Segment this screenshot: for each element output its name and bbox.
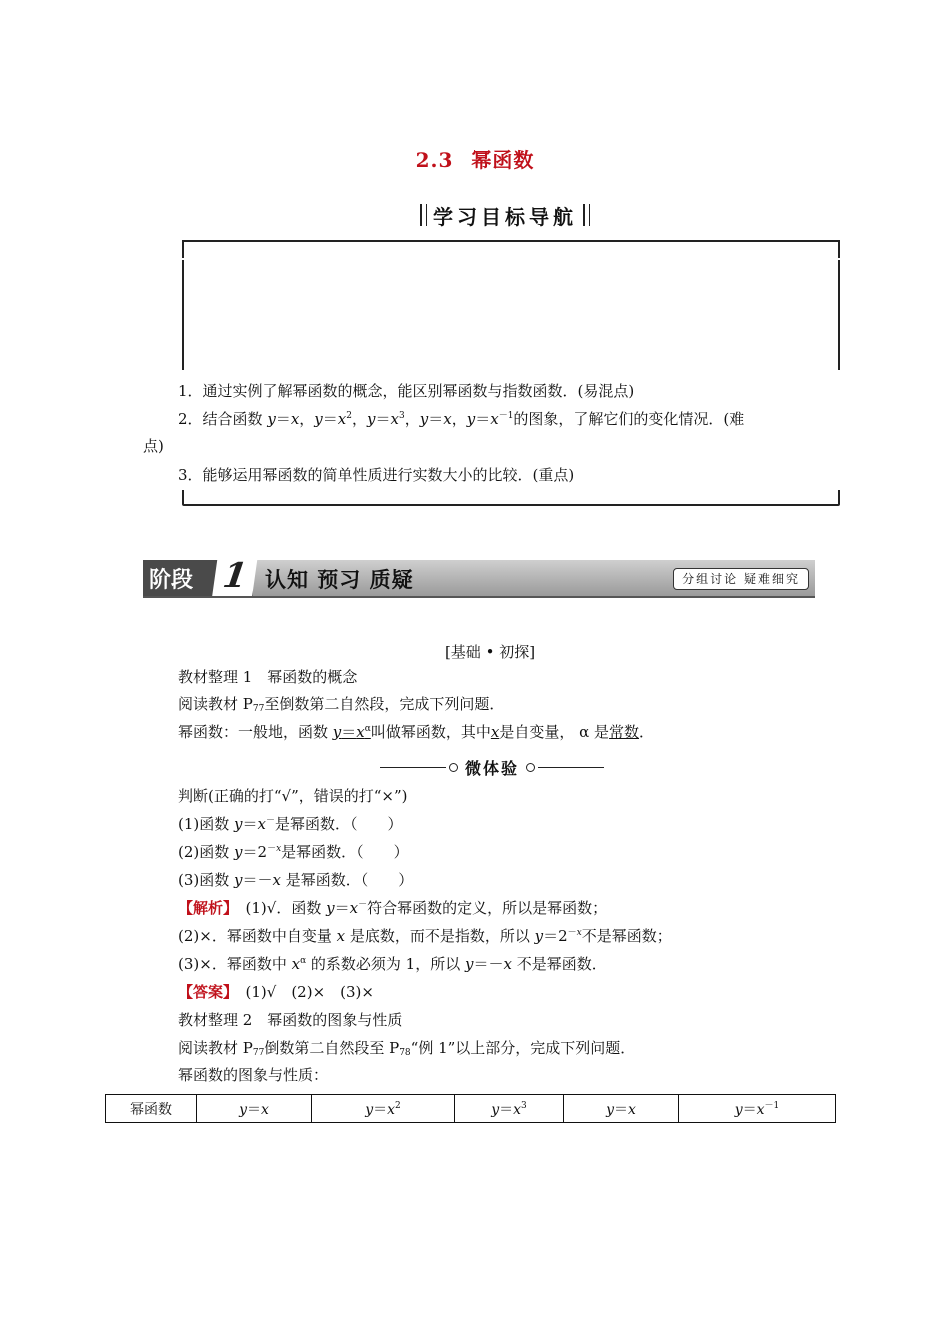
table-cell: $y=x^{-1}$	[679, 1095, 836, 1123]
stage-number: 1	[212, 556, 258, 596]
page-title	[0, 144, 950, 173]
quiz-q2: (2)函数 $y=2^{-x}$是幂函数．（ ）	[178, 843, 409, 861]
answer: 【答案】 (1)√ (2)× (3)×	[178, 983, 374, 1001]
table-row	[106, 1095, 836, 1123]
goal-3: 3．能够运用幂函数的简单性质进行实数大小的比较．(重点)	[178, 466, 575, 484]
material-1-title: 教材整理 1 幂函数的概念	[178, 668, 358, 686]
stage-title: 认知 预习 质疑	[265, 568, 414, 592]
material-2-lead: 幂函数的图象与性质：	[178, 1066, 329, 1084]
goals-frame	[182, 216, 840, 506]
table-cell: $y=x^2$	[312, 1095, 455, 1123]
stage-tag: 阶段	[143, 560, 253, 596]
table-header-cell: 幂函数	[106, 1095, 197, 1123]
micro-divider	[380, 756, 604, 778]
power-function-definition: 幂函数：一般地，函数 $y=x^\alpha$叫做幂函数，其中x是自变量， α 是常数．	[178, 723, 655, 741]
goal-2-cont: 点)	[143, 437, 164, 455]
goal-1: 1．通过实例了解幂函数的概念，能区别幂函数与指数函数．(易混点)	[178, 382, 635, 400]
goal-2: 2．结合函数 y＝x，$y=x^2$，$y=x^3$，y＝x，$y=x^{-1}$的图象，了解它们的变化情况．(难	[178, 410, 745, 428]
material-2-read: 阅读教材 $P_{77}$倒数第二自然段至 $P_{78}“$例 1”以上部分，完成下列问题．	[178, 1039, 636, 1058]
micro-title: 微体验	[465, 758, 520, 778]
section-number: 2.3	[415, 148, 454, 172]
section-label: [基础 • 初探]	[444, 643, 536, 661]
material-2-title: 教材整理 2 幂函数的图象与性质	[178, 1011, 403, 1029]
stage-banner	[143, 556, 815, 598]
power-function-table	[105, 1094, 836, 1123]
table-cell: $y=x^3$	[455, 1095, 564, 1123]
quiz-q1: (1)函数 y＝x－是幂函数．（ ）	[178, 815, 403, 833]
analysis-2: (2)×．幂函数中自变量 x 是底数，而不是指数，所以 $y=2^{-x}$不是幂函数；	[178, 927, 672, 945]
table-cell: y＝x	[564, 1095, 679, 1123]
goals-heading: 学习目标导航	[412, 200, 598, 230]
quiz-q3: (3)函数 y＝－x 是幂函数．（ ）	[178, 871, 414, 889]
analysis-1: 【解析】 (1)√．函数 y＝x－符合幂函数的定义，所以是幂函数；	[178, 899, 608, 917]
stage-badge: 分组讨论 疑难细究	[673, 568, 809, 590]
material-1-read: 阅读教材 $P_{77}$至倒数第二自然段，完成下列问题．	[178, 695, 505, 714]
analysis-3: (3)×．幂函数中 $x^\alpha$ 的系数必须为 1，所以 y＝－x 不是幂函数．	[178, 955, 607, 973]
table-cell: y＝x	[197, 1095, 312, 1123]
quiz-prompt: 判断(正确的打“√”，错误的打“×”)	[178, 787, 408, 805]
section-title: 幂函数	[471, 148, 535, 172]
